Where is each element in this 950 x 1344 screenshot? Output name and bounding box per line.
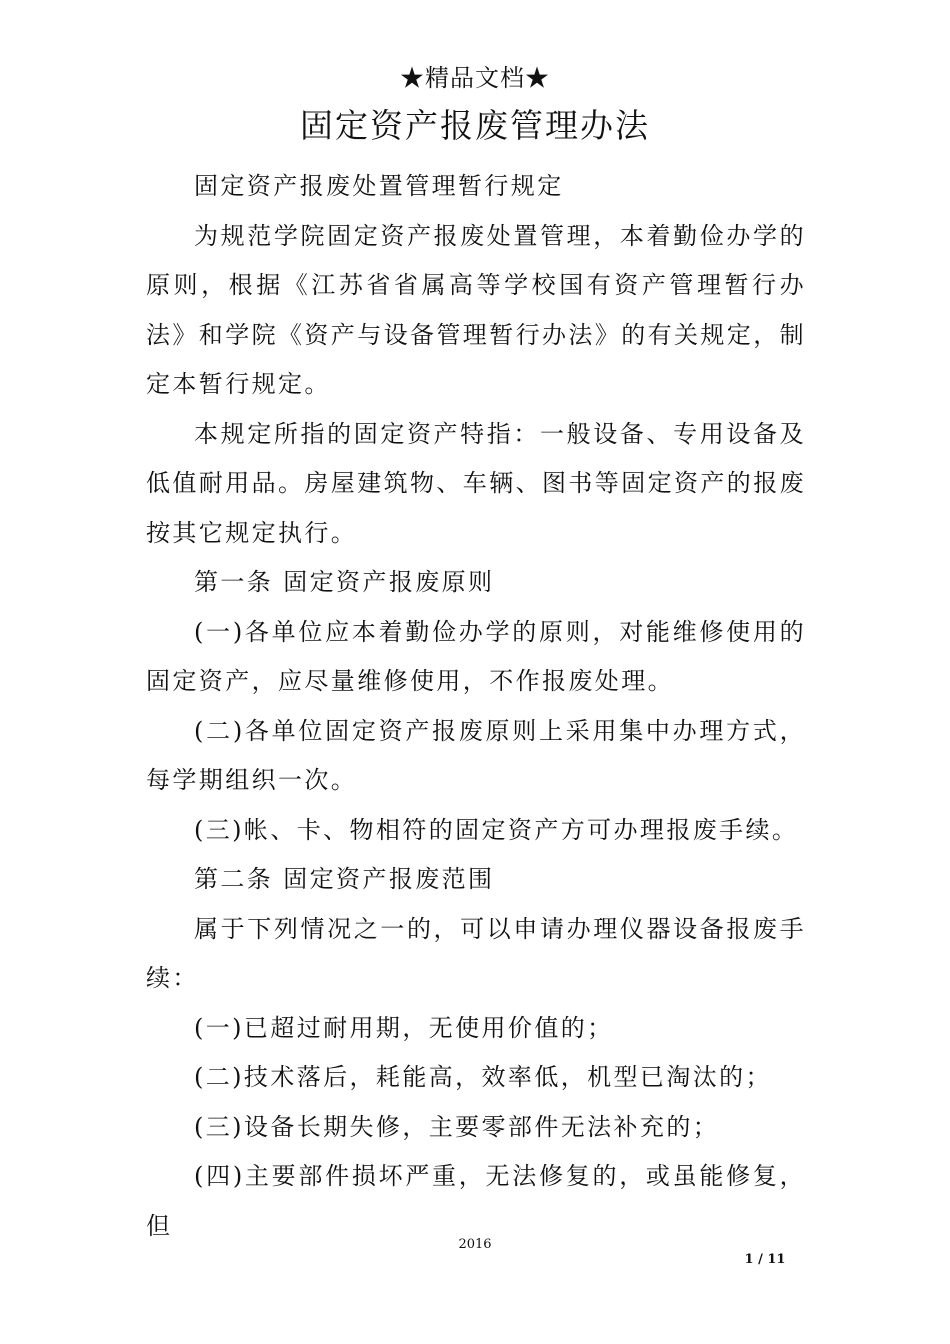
list-item: (三)设备长期失修，主要零部件无法补充的； — [194, 1112, 720, 1141]
list-item: (二)技术落后，耗能高，效率低，机型已淘汰的； — [194, 1063, 772, 1091]
section-heading: 第二条 固定资产报废范围 — [194, 865, 495, 893]
list-item: (一)已超过耐用期，无使用价值的； — [194, 1013, 614, 1042]
section-heading: 第一条 固定资产报废原则 — [194, 568, 495, 596]
paragraph: 固定资产报废处置管理暂行规定 — [194, 172, 564, 200]
document-title: 固定资产报废管理办法 — [300, 106, 650, 145]
document-body — [146, 162, 806, 1251]
paragraph: 为规范学院固定资产报废处置管理，本着勤俭办学的原则，根据《江苏省省属高等学校国有资产管理暂行办法》和学院《资产与设备管理暂行办法》的有关规定，制定本暂行规定。 — [146, 221, 806, 398]
page-number: 1 / 11 — [744, 1252, 786, 1267]
paragraph: 本规定所指的固定资产特指：一般设备、专用设备及低值耐用品。房屋建筑物、车辆、图书等固定资产的报废按其它规定执行。 — [146, 419, 806, 547]
paragraph: (二)各单位固定资产报废原则上采用集中办理方式，每学期组织一次。 — [146, 716, 806, 794]
paragraph: (一)各单位应本着勤俭办学的原则，对能维修使用的固定资产，应尽量维修使用，不作报废处理。 — [146, 617, 806, 695]
footer-year: 2016 — [458, 1237, 492, 1252]
paragraph: (三)帐、卡、物相符的固定资产方可办理报废手续。 — [194, 815, 799, 844]
list-item: (四)主要部件损坏严重，无法修复的，或虽能修复，但 — [146, 1162, 806, 1240]
paragraph: 属于下列情况之一的，可以申请办理仪器设备报废手续： — [146, 914, 806, 992]
header-mark: ★精品文档★ — [400, 64, 550, 92]
